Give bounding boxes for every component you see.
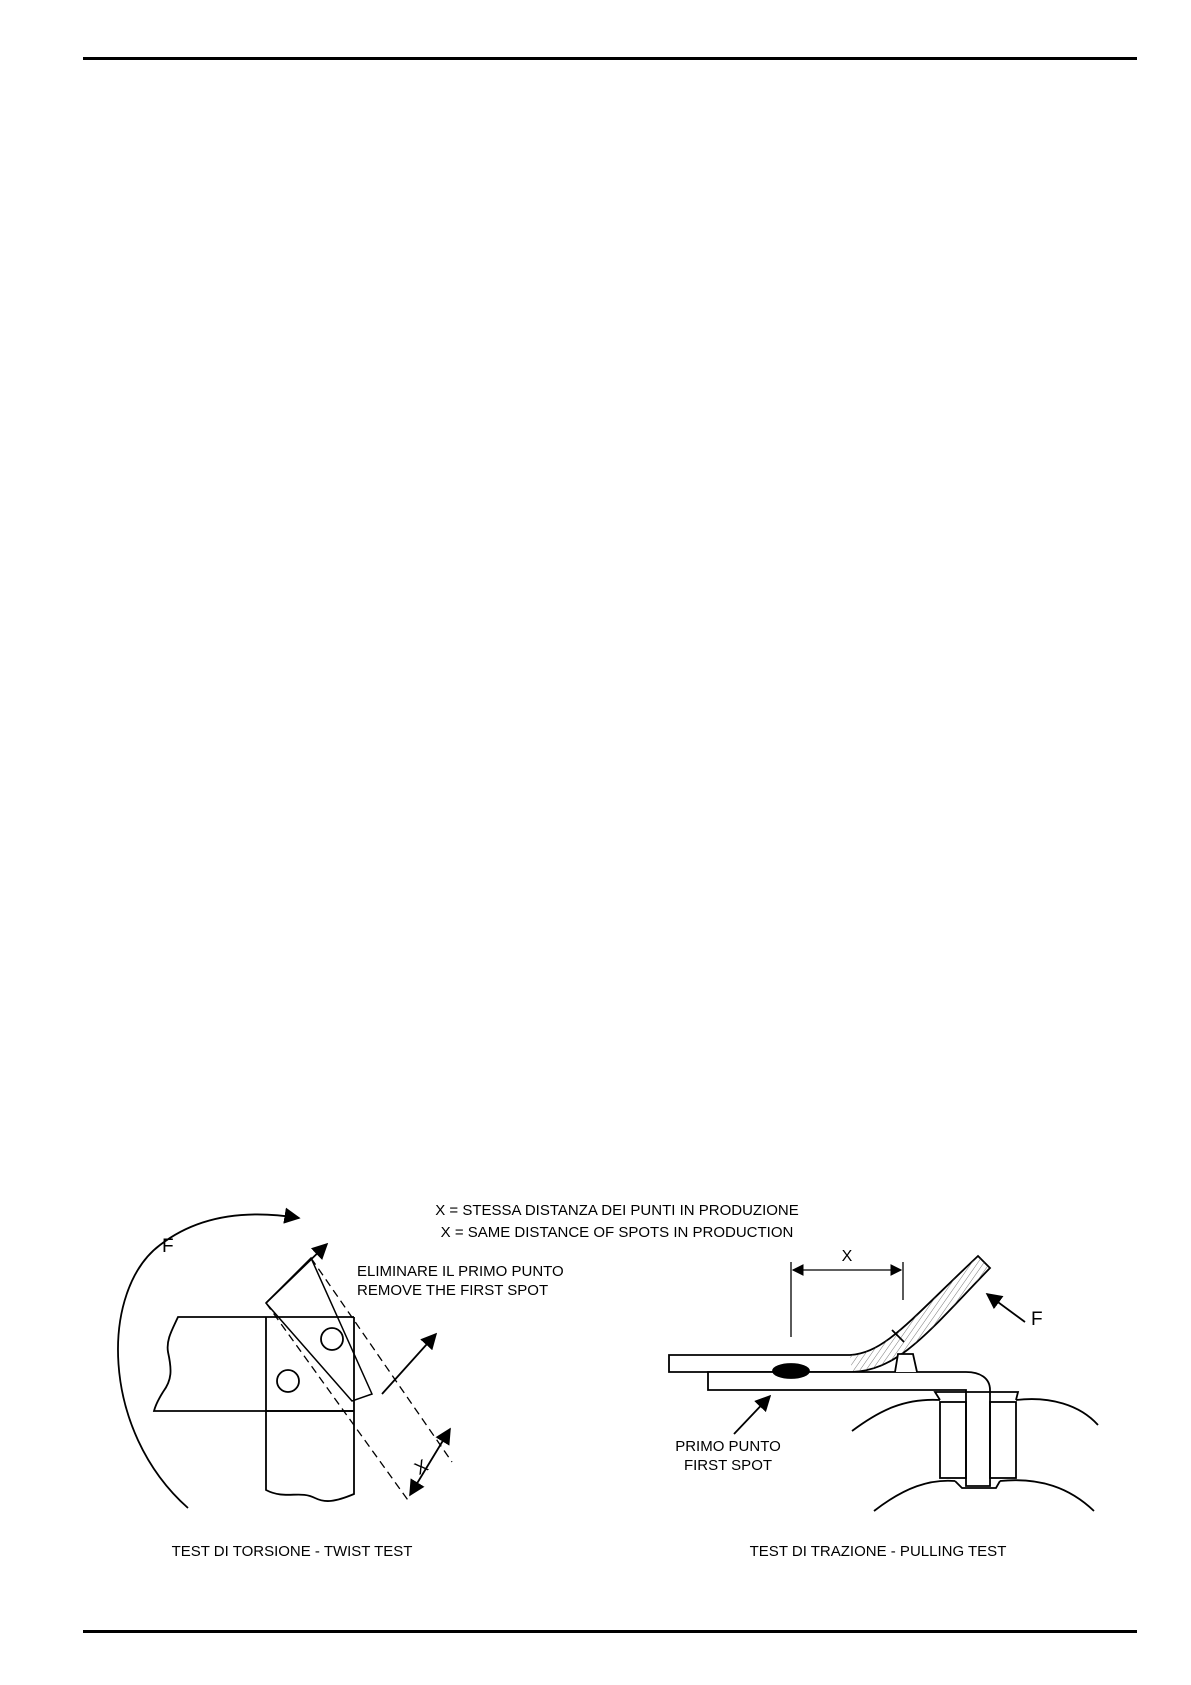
pulling-spot-it: PRIMO PUNTO [675,1438,781,1455]
twist-note-it: ELIMINARE IL PRIMO PUNTO [357,1263,564,1280]
legend-line-en: X = SAME DISTANCE OF SPOTS IN PRODUCTION [440,1224,794,1241]
twist-distance-label: X [411,1455,432,1479]
legend-line-it: X = STESSA DISTANZA DEI PUNTI IN PRODUZIONE [435,1202,799,1219]
twist-force-label: F [162,1236,174,1257]
twist-force-arc [118,1214,299,1508]
clamp-jaw-right [990,1402,1016,1478]
twist-note-en: REMOVE THE FIRST SPOT [357,1282,549,1299]
twist-test-figure [118,1214,452,1508]
pulling-distance-label: X [841,1248,853,1265]
second-spot [321,1328,343,1350]
pulling-force-label: F [1031,1309,1043,1330]
pulling-spot-en: FIRST SPOT [683,1457,773,1474]
twist-caption: TEST DI TORSIONE - TWIST TEST [171,1543,413,1560]
clamp-jaw-left [940,1402,966,1478]
first-spot [277,1370,299,1392]
pulling-first-spot [773,1364,809,1378]
pulling-caption: TEST DI TRAZIONE - PULLING TEST [749,1543,1007,1560]
